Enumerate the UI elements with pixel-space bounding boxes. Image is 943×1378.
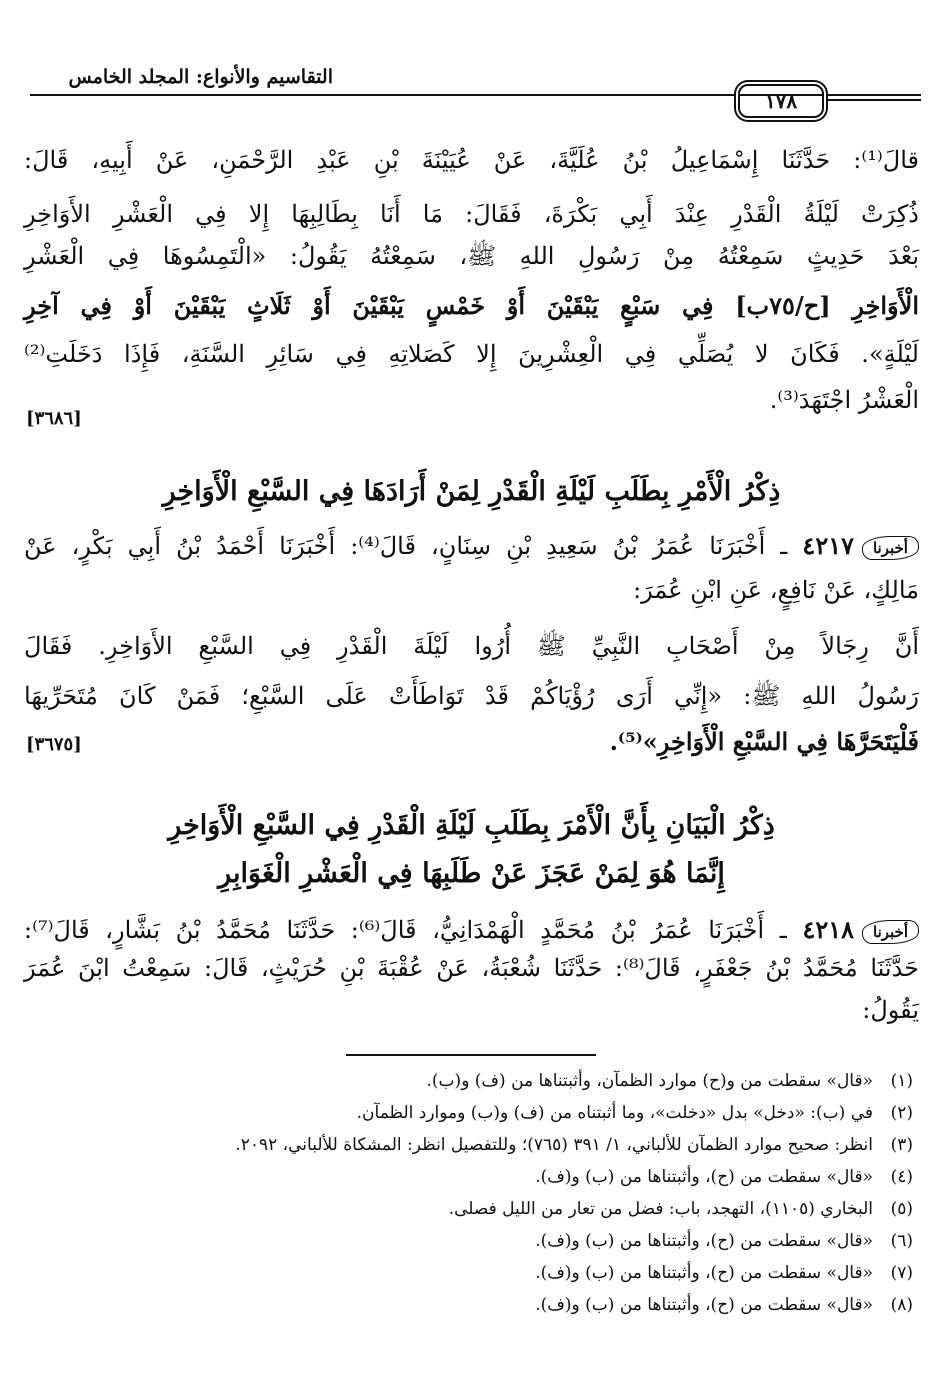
text-line [24,910,919,950]
text-line: لَيْلَةٍ». فَكَانَ لا يُصَلِّي فِي الْعِشْرِينَ إِلا كَصَلاتِهِ فِي سَائِرِ السَّنَةِ، فَإِذَا دَخَلَتِ⁽²⁾ [24,340,919,368]
footnote-rule [346,1054,596,1056]
footnote [30,1162,913,1192]
footnote [30,1066,913,1096]
chapter-heading: ذِكْرُ الْبَيَانِ بِأَنَّ الْأَمْرَ بِطَلَبِ لَيْلَةِ الْقَدْرِ فِي السَّبْعِ الْأَوَاخِرِ [168,810,775,841]
header-rule-right-2 [826,99,921,101]
footnote-number: (٢) [890,1103,913,1123]
footnote-text: البخاري (١١٠٥)، التهجد، باب: فضل من تعار من الليل فصلى. [448,1199,873,1219]
footnote-number: (٣) [890,1135,913,1155]
footnote-number: (٥) [890,1199,913,1219]
cross-reference: [٣٦٨٦] [26,408,82,429]
akhbarana-ornament: أخبرنا [862,536,919,560]
running-head: التقاسيم والأنواع: المجلد الخامس [68,66,333,88]
footnote-number: (٨) [890,1295,913,1315]
hadith-number: ٤٢١٨ [802,915,854,944]
header-rule-right [826,94,921,96]
text-line: بَعْدَ حَدِيثٍ سَمِعْتُهُ مِنْ رَسُولِ اللهِ ﷺ، سَمِعْتُهُ يَقُولُ: «الْتَمِسُوهَا فِي الْعَشْرِ [24,242,919,270]
footnote-text: «قال» سقطت من (ح)، وأثبتناها من (ب) و(ف). [535,1167,873,1187]
footnote-number: (٦) [890,1231,913,1251]
footnote [30,1290,913,1320]
footnote-text: انظر: صحيح موارد الظمآن للألباني، ١/ ٣٩١ (٧٦٥)؛ وللتفصيل انظر: المشكاة للألباني، ٢٠٩٢. [235,1135,873,1155]
footnote [30,1226,913,1256]
text-line [24,526,919,566]
footnote-number: (٧) [890,1263,913,1283]
footnote-text: «قال» سقطت من (ح)، وأثبتناها من (ب) و(ف). [535,1231,873,1251]
text-line: ذُكِرَتْ لَيْلَةُ الْقَدْرِ عِنْدَ أَبِي بَكْرَةَ، فَقَالَ: مَا أَنَا بِطَالِبِهَا إِلا فِي الْعَشْرِ الأَوَاخِرِ [24,200,919,228]
header-rule [30,94,831,96]
page-number: ١٧٨ [738,84,824,118]
isnad-text: ـ أَخْبَرَنَا عُمَرُ بْنُ سَعِيدِ بْنِ سِنَانٍ، قَالَ⁽⁴⁾: أَخْبَرَنَا أَحْمَدُ بْنُ أَبِي بَكْرٍ، عَنْ [24,532,788,560]
text-line: أَنَّ رِجَالاً مِنْ أَصْحَابِ النَّبِيِّ ﷺ أُرُوا لَيْلَةَ الْقَدْرِ فِي السَّبْعِ الأَوَاخِرِ. فَقَالَ [24,632,919,660]
text-line: حَدَّثَنَا مُحَمَّدُ بْنُ جَعْفَرٍ، قَالَ⁽⁸⁾: حَدَّثَنَا شُعْبَةُ، عَنْ عُقْبَةَ بْنِ حُرَيْثٍ، قَالَ: سَمِعْتُ ابْنَ عُمَرَ [24,954,919,982]
footnote [30,1130,913,1160]
text-line: فَلْيَتَحَرَّهَا فِي السَّبْعِ الْأَوَاخِرِ»⁽⁵⁾. [609,727,919,756]
text-line: مَالِكٍ، عَنْ نَافِعٍ، عَنِ ابْنِ عُمَرَ: [633,576,919,604]
isnad-text: ـ أَخْبَرَنَا عُمَرُ بْنُ مُحَمَّدٍ الْهَمْدَانِيُّ، قَالَ⁽⁶⁾: حَدَّثَنَا مُحَمَّدُ بْنُ بَشَّارٍ، قَالَ⁽⁷⁾: [24,916,787,944]
text-line: رَسُولُ اللهِ ﷺ: «إِنِّي أَرَى رُؤْيَاكُمْ قَدْ تَوَاطَأَتْ عَلَى السَّبْعِ؛ فَمَنْ كَانَ مُتَحَرِّيهَا [24,682,919,710]
cross-reference: [٣٦٧٥] [26,734,82,755]
footnote-number: (٤) [890,1167,913,1187]
text-line: الْأَوَاخِرِ [ح/٧٥ب] فِي سَبْعٍ يَبْقَيْنَ أَوْ خَمْسٍ يَبْقَيْنَ أَوْ ثَلَاثٍ يَبْقَيْنَ أَوْ فِي آخِرِ [24,291,919,320]
footnote-number: (١) [890,1071,913,1091]
text-line: يَقُولُ: [862,996,919,1024]
footnote-text: في (ب): «دخل» بدل «دخلت»، وما أثبتناه من (ف) و(ب) وموارد الظمآن. [356,1103,873,1123]
footnote [30,1098,913,1128]
chapter-heading-line-2: إِنَّمَا هُوَ لِمَنْ عَجَزَ عَنْ طَلَبِهَا فِي الْعَشْرِ الْغَوَابِرِ [218,858,725,889]
footnote-text: «قال» سقطت من (ح)، وأثبتناها من (ب) و(ف). [535,1263,873,1283]
hadith-number: ٤٢١٧ [802,531,854,560]
text-line: قالَ⁽¹⁾: حَدَّثَنَا إِسْمَاعِيلُ بْنُ عُلَيَّةَ، عَنْ عُيَيْنَةَ بْنِ عَبْدِ الرَّحْمَنِ، عَنْ أَبِيهِ، قَالَ: [24,146,919,174]
footnote [30,1194,913,1224]
akhbarana-ornament: أخبرنا [862,920,919,944]
text-line: الْعَشْرُ اجْتَهَدَ⁽³⁾. [769,386,919,414]
chapter-heading: ذِكْرُ الْأَمْرِ بِطَلَبِ لَيْلَةِ الْقَدْرِ لِمَنْ أَرَادَهَا فِي السَّبْعِ الْأَوَاخِرِ [162,476,781,507]
footnote-text: «قال» سقطت من و(ح) موارد الظمآن، وأثبتناها من (ف) و(ب). [426,1071,873,1091]
footnote-text: «قال» سقطت من (ح)، وأثبتناها من (ب) و(ف). [535,1295,873,1315]
footnote [30,1258,913,1288]
